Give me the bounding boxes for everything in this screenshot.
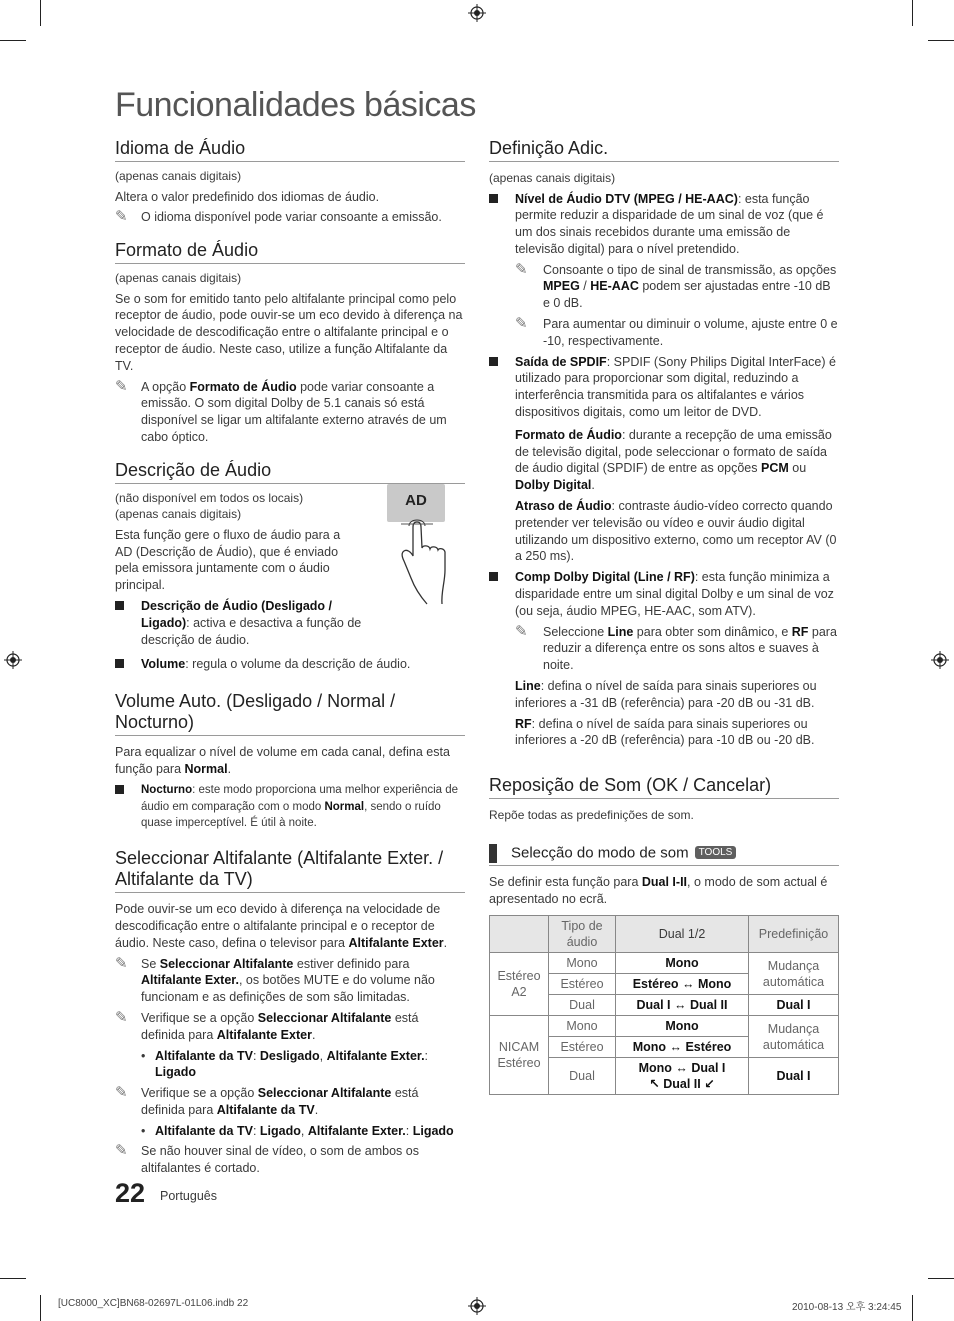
section-subtitle: (apenas canais digitais): [115, 271, 242, 286]
note: ✎ Verifique se a opção Seleccionar Altifalante está definida para Altifalante Exter.: [115, 1008, 419, 1042]
tools-icon: TOOLS: [695, 846, 737, 859]
bullet-item: Nível de Áudio DTV (MPEG / HE-AAC): esta função permite reduzir a disparidade de um sinal de voz (que é um dos sinais recebidos durante uma emissão de televisão digital) para o nível pretendido.: [489, 191, 839, 258]
crop-mark: [928, 40, 954, 41]
subsection-bar: [489, 844, 497, 863]
section-heading: Seleccionar Altifalante (Altifalante Exter. / Altifalante da TV): [115, 848, 465, 893]
pencil-note-icon: ✎: [115, 1142, 128, 1160]
crosshair-register-mark: [468, 1297, 486, 1315]
bullet-item: Descrição de Áudio (Desligado / Ligado): activa e desactiva a função de descrição de áudio.: [115, 598, 377, 648]
table-cell: Mono ↔ Dual I ↖ Dual II ↙: [616, 1058, 749, 1095]
section-heading: Descrição de Áudio: [115, 460, 465, 484]
body-text: Esta função gere o fluxo de áudio para a AD (Descrição de Áudio), que é enviado pela emissora juntamente com o áudio principal.: [115, 527, 341, 593]
note: ✎ Se não houver sinal de vídeo, o som de ambos os altifalantes é cortado.: [115, 1142, 419, 1176]
note-text: O idioma disponível pode variar consoante a emissão.: [141, 210, 442, 225]
left-column: [115, 138, 465, 1181]
note: ✎ A opção Formato de Áudio pode variar consoante a emissão. O som digital Dolby de 5.1 canais só está disponível se ligar um altifalante externo através de um cabo óptico.: [115, 377, 447, 444]
table-header: Dual 1/2: [616, 916, 749, 953]
body-text: Atraso de Áudio: contraste áudio-vídeo correcto quando pretender ver televisão ou vídeo e ouvir áudio digital utilizando um dispositivo externo, como um receptor AV (0 a 250 ms).: [515, 499, 837, 564]
bullet-square: [115, 659, 124, 668]
dot-item: • Altifalante da TV: Desligado, Altifalante Exter.: Ligado: [141, 1048, 429, 1080]
bullet-square: [489, 357, 498, 366]
table-cell: Mono ↔ Estéreo: [616, 1037, 749, 1058]
crop-mark: [912, 1295, 913, 1321]
body-text: RF: defina o nível de saída para sinais superiores ou inferiores a -20 dB (referência) para -10 dB ou -20 dB.: [515, 716, 815, 748]
section-subtitle: (apenas canais digitais): [115, 169, 242, 183]
ad-button-hand-icon: [387, 484, 449, 614]
note: ✎ Consoante o tipo de sinal de transmissão, as opções MPEG / HE-AAC podem ser ajustadas entre -10 dB e 0 dB.: [515, 260, 837, 311]
body-text: Pode ouvir-se um eco devido à diferença na velocidade de descodificação entre o altifalante principal e o receptor de áudio. Neste caso, defina o televisor para Altifalante Exter.: [115, 902, 448, 950]
pencil-note-icon: ✎: [515, 315, 528, 333]
body-text: Se o som for emitido tanto pelo altifalante principal como pelo receptor de áudio, pode ouvir-se um eco devido à diferença na velocidade de descodificação entre o altifalante principal e o receptor de áudio. Neste caso, utilize a função Altifalante da TV.: [115, 291, 463, 373]
table-header: Predefinição: [749, 916, 839, 953]
pencil-note-icon: ✎: [515, 622, 528, 640]
pencil-note-icon: ✎: [115, 1084, 128, 1102]
dot-item: • Altifalante da TV: Ligado, Altifalante Exter.: Ligado: [141, 1123, 454, 1138]
table-cell: Dual I ↔ Dual II: [616, 995, 749, 1016]
note: ✎ Se Seleccionar Altifalante estiver definido para Altifalante Exter., os botões MUTE e do volume não funcionam e as definições de som são limitadas.: [115, 954, 435, 1005]
sound-mode-table: [489, 915, 839, 1095]
section-heading: Idioma de Áudio: [115, 138, 465, 162]
bullet-square: [115, 785, 124, 794]
hand-icon: [387, 518, 449, 610]
crop-mark: [0, 1278, 26, 1279]
note: [115, 209, 465, 226]
body-text: Line: defina o nível de saída para sinais superiores ou inferiores a -31 dB (referência) para -20 dB ou -31 dB.: [515, 679, 817, 710]
page-title: Funcionalidades básicas: [115, 86, 476, 124]
descricao-block: [115, 490, 465, 594]
table-row: [490, 953, 839, 974]
note: ✎ Para aumentar ou diminuir o volume, ajuste entre 0 e -10, respectivamente.: [515, 315, 838, 348]
bullet-item: Comp Dolby Digital (Line / RF): esta função minimiza a disparidade entre um sinal digital Dolby e um sinal de voz (ou seja, áudio MPEG, HE-AAC, som ATV).: [489, 569, 839, 619]
note: ✎ Seleccione Line para obter som dinâmico, e RF para reduzir a diferença entre os sons altos e suaves à noite.: [515, 622, 837, 673]
table-cell: Mudança automática: [749, 1016, 839, 1058]
body-text: Altera o valor predefinido dos idiomas de áudio.: [115, 189, 380, 204]
note: ✎ Verifique se a opção Seleccionar Altifalante está definida para Altifalante da TV.: [115, 1084, 419, 1117]
table-cell: Estéreo: [549, 974, 616, 995]
pencil-note-icon: ✎: [515, 260, 528, 278]
table-cell: Estéreo ↔ Mono: [616, 974, 749, 995]
crop-mark: [928, 1278, 954, 1279]
pencil-note-icon: ✎: [115, 954, 128, 972]
table-cell: Estéreo A2: [490, 953, 549, 1016]
crosshair-register-mark: [4, 651, 22, 669]
table-cell: Mono: [549, 1016, 616, 1037]
body-text: Se definir esta função para Dual I-II, o modo de som actual é apresentado no ecrã.: [489, 874, 828, 906]
crosshair-register-mark: [468, 4, 486, 22]
body-text: Repõe todas as predefinições de som.: [489, 808, 694, 823]
print-footer-right: 2010-08-13 오후 3:24:45: [792, 1302, 902, 1313]
table-cell: Dual I: [749, 995, 839, 1016]
crosshair-register-mark: [931, 651, 949, 669]
table-header-row: [490, 916, 839, 953]
page-number: 22: [115, 1178, 146, 1208]
bullet-square: [489, 194, 498, 203]
section-subtitle: (apenas canais digitais): [489, 171, 616, 185]
pencil-note-icon: ✎: [115, 1008, 128, 1026]
right-column: [489, 138, 839, 1095]
table-cell: Mono: [616, 1016, 749, 1037]
crop-mark: [40, 1295, 41, 1321]
pencil-note-icon: ✎: [115, 208, 128, 226]
section-heading: Definição Adic.: [489, 138, 839, 162]
crop-mark: [40, 0, 41, 26]
crop-mark: [0, 40, 26, 41]
body-text: Formato de Áudio: durante a recepção de uma emissão de televisão digital, pode seleccionar o formato de saída de áudio digital (SPDIF) de entre as opções PCM ou Dolby Digital.: [515, 427, 832, 493]
section-subtitle: (apenas canais digitais): [115, 507, 242, 522]
bullet-item: Saída de SPDIF: SPDIF (Sony Philips Digital InterFace) é utilizado para proporcionar som digital, reduzindo a interferência transmitida para os altifalantes e vários dispositivos digitais, como um leitor de DVD.: [489, 354, 839, 421]
crop-mark: [912, 0, 913, 26]
table-cell: Mono: [549, 953, 616, 974]
table-cell: Mono: [616, 953, 749, 974]
pencil-note-icon: ✎: [115, 377, 128, 395]
table-cell: NICAM Estéreo: [490, 1016, 549, 1095]
table-cell: Mudança automática: [749, 953, 839, 995]
section-heading: Reposição de Som (OK / Cancelar): [489, 775, 839, 799]
table-cell: Dual: [549, 1058, 616, 1095]
ad-key: AD: [387, 484, 445, 522]
table-cell: Dual: [549, 995, 616, 1016]
bullet-square: [115, 601, 124, 610]
section-heading: Formato de Áudio: [115, 240, 465, 264]
print-footer-left: [UC8000_XC]BN68-02697L-01L06.indb 22: [58, 1298, 249, 1309]
bullet-square: [489, 572, 498, 581]
page-language: Português: [160, 1189, 217, 1203]
section-heading: Volume Auto. (Desligado / Normal / Nocturno): [115, 691, 465, 736]
bullet-item: Nocturno: este modo proporciona uma melhor experiência de áudio em comparação com o modo Normal, sendo o ruído quase imperceptível. É útil à noite.: [115, 782, 465, 832]
bullet-item: Volume: regula o volume da descrição de áudio.: [115, 656, 465, 673]
table-cell: Dual I: [749, 1058, 839, 1095]
table-header: Tipo de áudio: [549, 916, 616, 953]
table-row: [490, 1016, 839, 1037]
table-cell: Estéreo: [549, 1037, 616, 1058]
section-subtitle: (não disponível em todos os locais): [115, 490, 304, 505]
subsection-heading: Selecção do modo de som TOOLS: [489, 844, 839, 866]
body-text: Para equalizar o nível de volume em cada canal, defina esta função para Normal.: [115, 745, 450, 776]
